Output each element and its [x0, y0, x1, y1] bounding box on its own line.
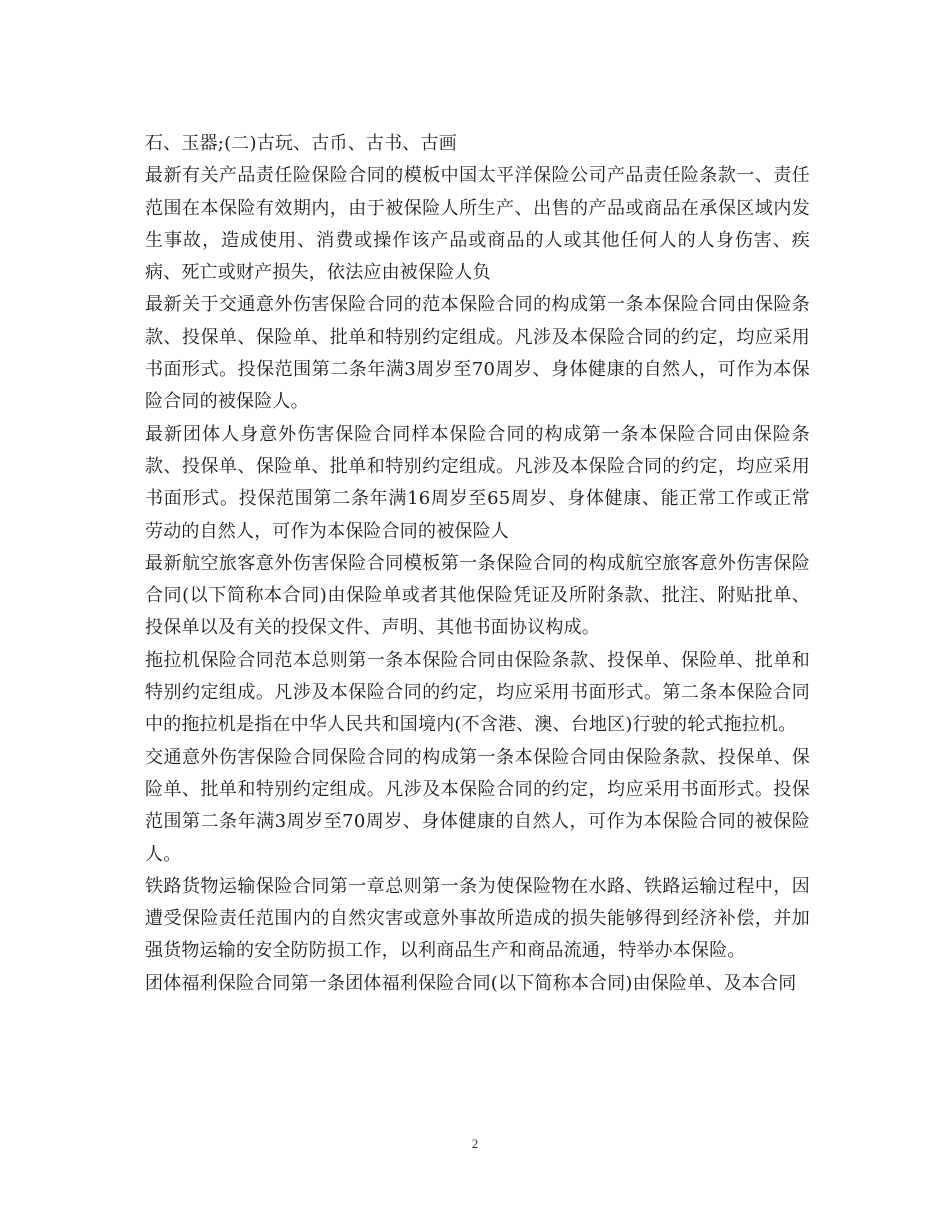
paragraph-3: 最新关于交通意外伤害保险合同的范本保险合同的构成第一条本保险合同由保险条款、投保单、保险单、批单和特别约定组成。凡涉及本保险合同的约定，均应采用书面形式。投保范围第二条年满3周岁至70周岁、身体健康的自然人，可作为本保险合同的被保险人。 — [145, 294, 810, 413]
paragraph-5: 最新航空旅客意外伤害保险合同模板第一条保险合同的构成航空旅客意外伤害保险合同(以下简称本合同)由保险单或者其他保险凭证及所附条款、批注、附贴批单、投保单以及有关的投保文件、声明、其他书面协议构成。 — [145, 552, 810, 639]
paragraph-7: 交通意外伤害保险合同保险合同的构成第一条本保险合同由保险条款、投保单、保险单、批单和特别约定组成。凡涉及本保险合同的约定，均应采用书面形式。投保范围第二条年满3周岁至70周岁、身体健康的自然人，可作为本保险合同的被保险人。 — [145, 746, 810, 865]
paragraph-9: 团体福利保险合同第一条团体福利保险合同(以下简称本合同)由保险单、及本合同 — [145, 972, 797, 994]
document-body — [145, 128, 810, 1000]
paragraph-1: 石、玉器;(二)古玩、古币、古书、古画 — [145, 133, 457, 154]
paragraph-2: 最新有关产品责任险保险合同的模板中国太平洋保险公司产品责任险条款一、责任范围在本保险有效期内，由于被保险人所生产、出售的产品或商品在承保区域内发生事故，造成使用、消费或操作该产品或商品的人或其他任何人的人身伤害、疾病、死亡或财产损失，依法应由被保险人负 — [145, 165, 810, 284]
paragraph-8: 铁路货物运输保险合同第一章总则第一条为使保险物在水路、铁路运输过程中，因遭受保险责任范围内的自然灾害或意外事故所造成的损失能够得到经济补偿，并加强货物运输的安全防防损工作，以利商品生产和商品流通，特举办本保险。 — [145, 875, 810, 962]
paragraph-6: 拖拉机保险合同范本总则第一条本保险合同由保险条款、投保单、保险单、批单和特别约定组成。凡涉及本保险合同的约定，均应采用书面形式。第二条本保险合同中的拖拉机是指在中华人民共和国境内(不含港、澳、台地区)行驶的轮式拖拉机。 — [145, 649, 810, 736]
page-number: 2 — [471, 1136, 479, 1151]
paragraph-4: 最新团体人身意外伤害保险合同样本保险合同的构成第一条本保险合同由保险条款、投保单、保险单、批单和特别约定组成。凡涉及本保险合同的约定，均应采用书面形式。投保范围第二条年满16周岁至65周岁、身体健康、能正常工作或正常劳动的自然人，可作为本保险合同的被保险人 — [145, 423, 810, 542]
